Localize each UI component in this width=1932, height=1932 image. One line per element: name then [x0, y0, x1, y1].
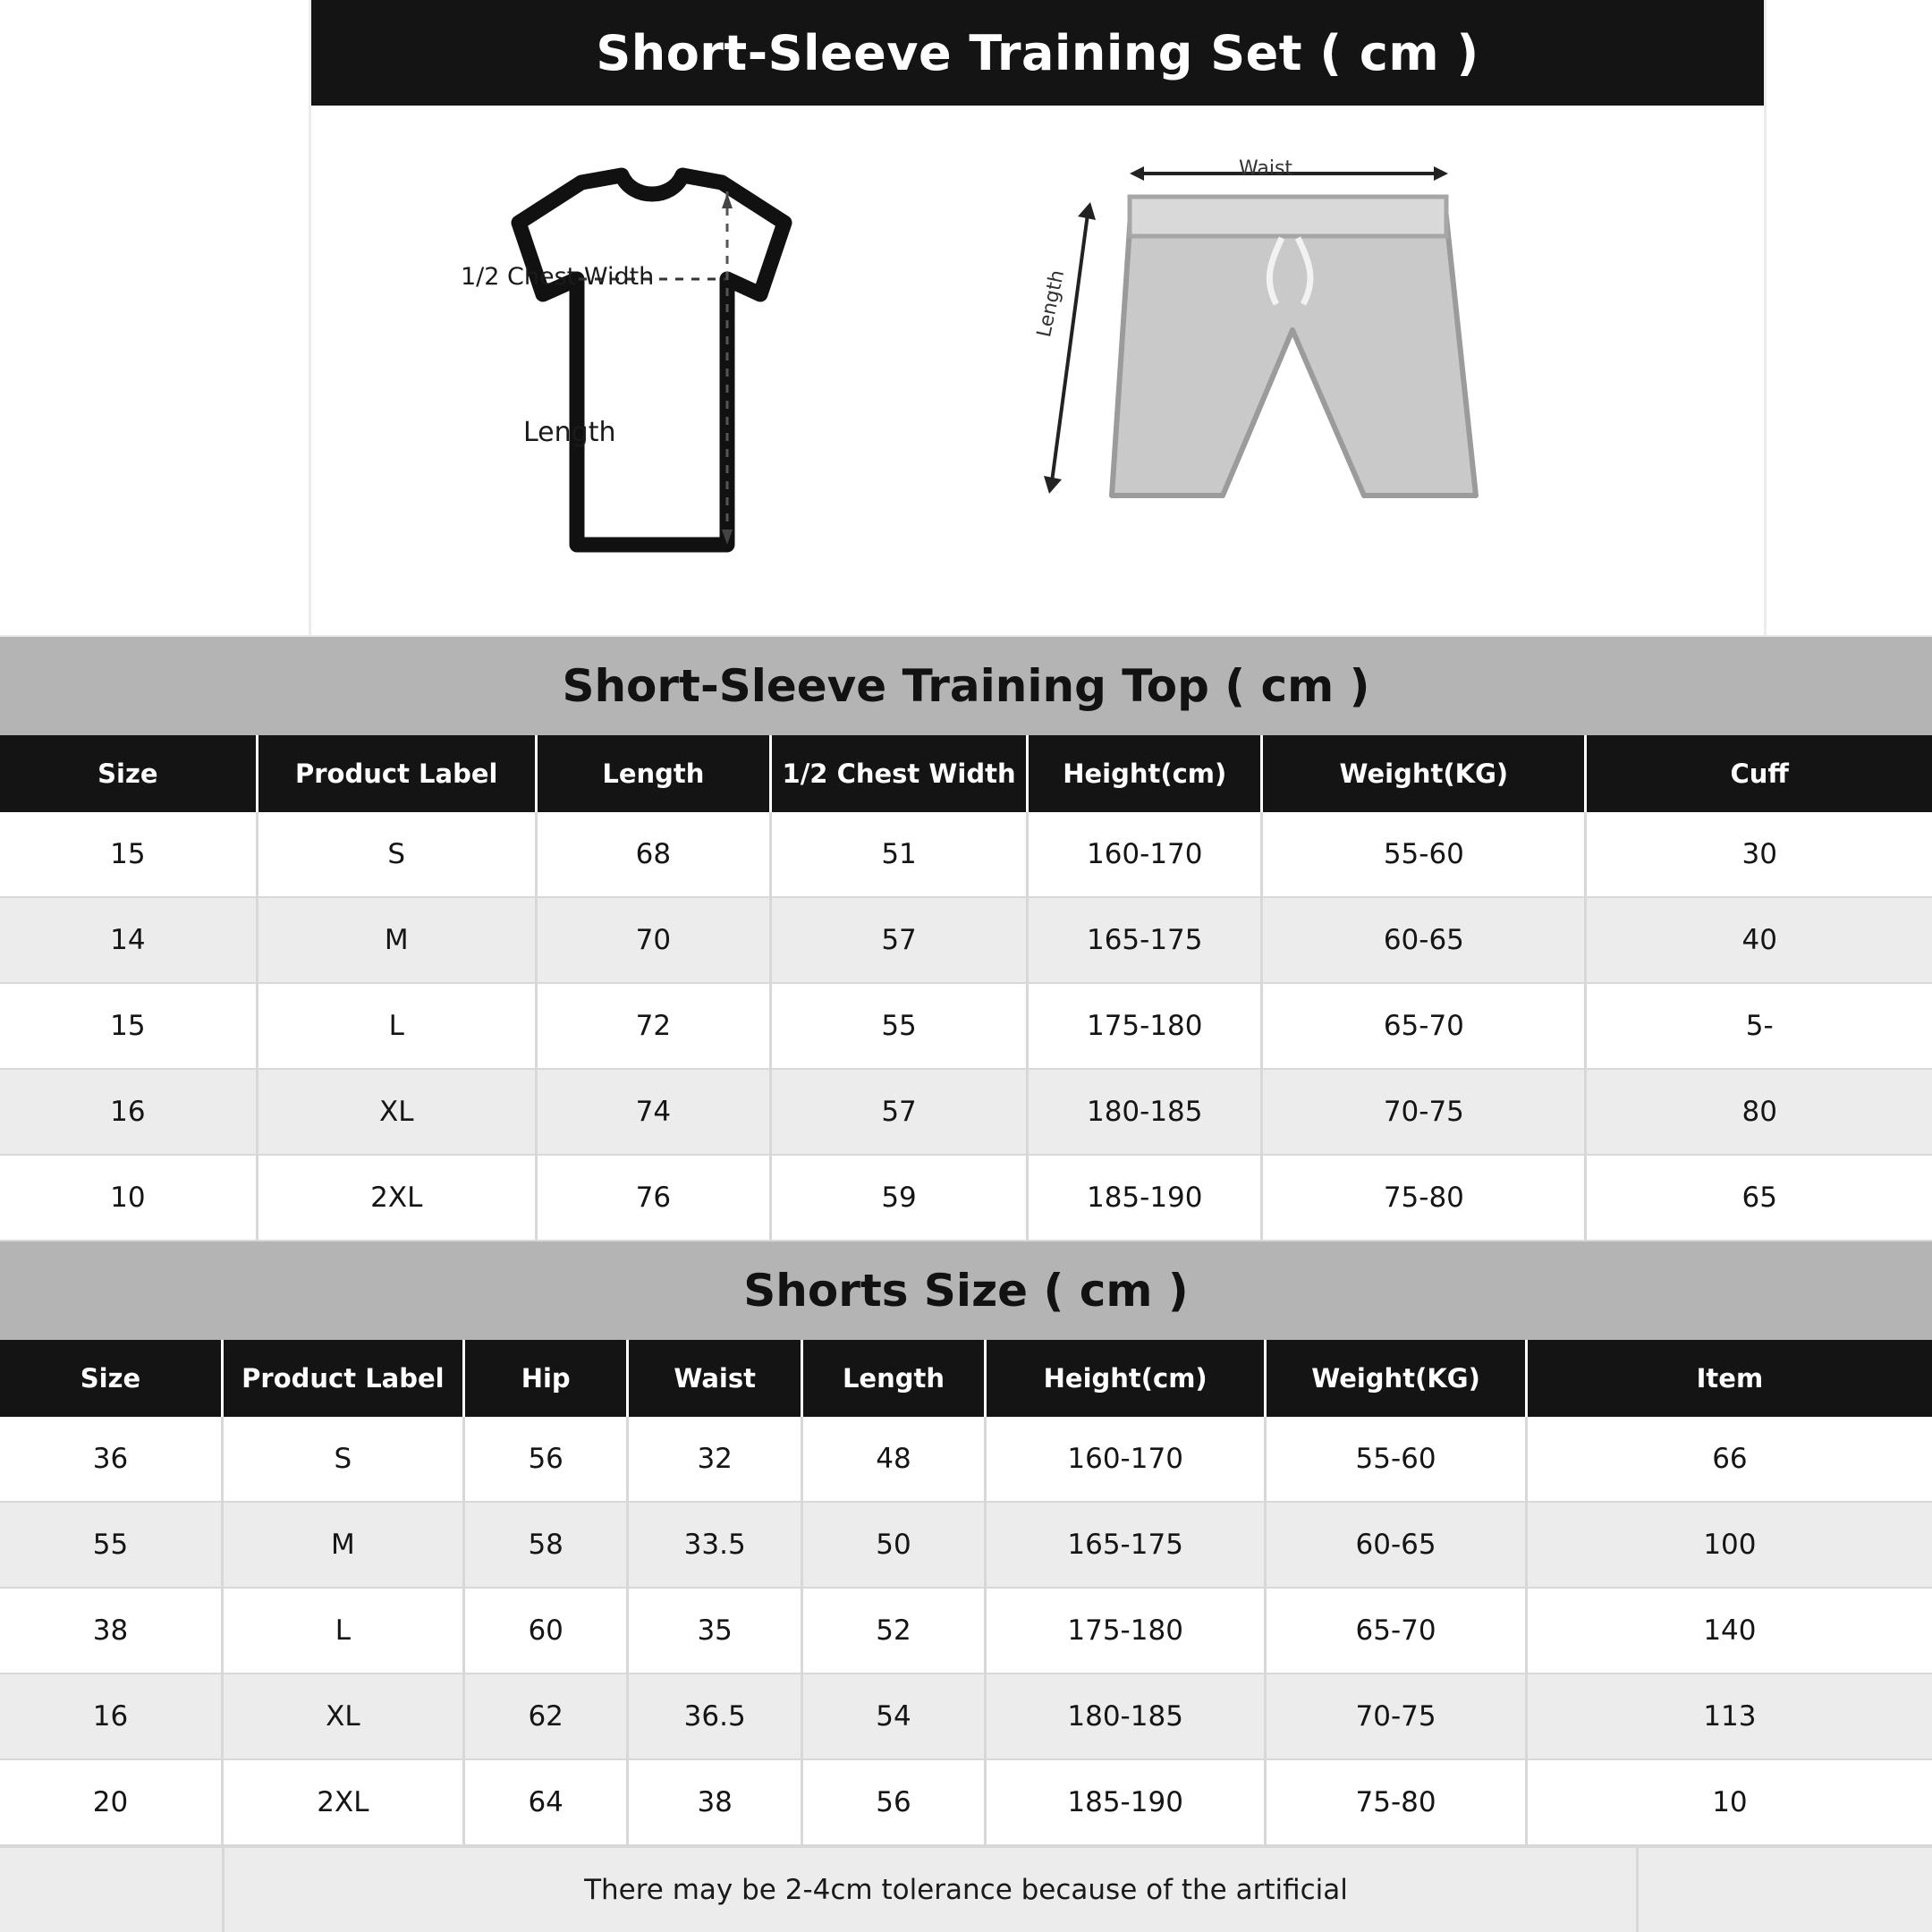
cell-height: 175-180 — [1028, 983, 1262, 1069]
cell-size: 38 — [0, 1588, 222, 1674]
cell-hip: 62 — [463, 1674, 628, 1759]
table-row — [0, 812, 1932, 897]
cell-waist: 32 — [628, 1417, 801, 1502]
cell-size: 16 — [0, 1674, 222, 1759]
shorts-col-weight: Weight(KG) — [1266, 1340, 1527, 1417]
cell-product-label: M — [222, 1502, 463, 1588]
footnote-divider-left — [222, 1848, 225, 1932]
cell-height: 180-185 — [1028, 1069, 1262, 1155]
cell-length: 56 — [801, 1759, 985, 1845]
shorts-col-size: Size — [0, 1340, 222, 1417]
shorts-waist-label: Waist — [1239, 157, 1293, 180]
table-row — [0, 1417, 1932, 1502]
top-section-header — [0, 637, 1932, 735]
cell-length: 74 — [536, 1069, 770, 1155]
cell-weight: 65-70 — [1262, 983, 1586, 1069]
cell-height: 160-170 — [986, 1417, 1266, 1502]
cell-weight: 55-60 — [1266, 1417, 1527, 1502]
shorts-section-header — [0, 1241, 1932, 1340]
table-row — [0, 897, 1932, 983]
shorts-section-title: Shorts Size ( cm ) — [743, 1265, 1189, 1317]
top-col-product-label: Product Label — [257, 735, 536, 812]
tolerance-note-text: There may be 2-4cm tolerance because of the artificial — [584, 1874, 1348, 1906]
cell-height: 175-180 — [986, 1588, 1266, 1674]
shorts-col-item: Item — [1526, 1340, 1932, 1417]
cell-hip: 64 — [463, 1759, 628, 1845]
cell-hip: 56 — [463, 1417, 628, 1502]
cell-chest-width: 59 — [770, 1155, 1027, 1241]
chest-width-label: 1/2 Chest Width — [461, 263, 655, 291]
cell-height: 185-190 — [1028, 1155, 1262, 1241]
cell-product-label: 2XL — [222, 1759, 463, 1845]
cell-chest-width: 57 — [770, 897, 1027, 983]
cell-weight: 75-80 — [1266, 1759, 1527, 1845]
cell-size: 20 — [0, 1759, 222, 1845]
cell-length: 54 — [801, 1674, 985, 1759]
footnote-divider-right — [1636, 1848, 1639, 1932]
shorts-table-header-row — [0, 1340, 1932, 1417]
tshirt-diagram — [353, 138, 908, 603]
cell-chest-width: 57 — [770, 1069, 1027, 1155]
cell-product-label: S — [222, 1417, 463, 1502]
table-row — [0, 1069, 1932, 1155]
page-title: Short-Sleeve Training Set ( cm ) — [596, 24, 1479, 81]
shorts-icon — [1024, 138, 1579, 603]
top-col-height: Height(cm) — [1028, 735, 1262, 812]
tshirt-icon — [353, 138, 908, 603]
cell-size: 15 — [0, 812, 257, 897]
cell-weight: 60-65 — [1266, 1502, 1527, 1588]
cell-chest-width: 51 — [770, 812, 1027, 897]
cell-product-label: 2XL — [257, 1155, 536, 1241]
cell-weight: 70-75 — [1262, 1069, 1586, 1155]
cell-cuff: 40 — [1586, 897, 1932, 983]
cell-product-label: XL — [257, 1069, 536, 1155]
cell-product-label: L — [257, 983, 536, 1069]
cell-waist: 35 — [628, 1588, 801, 1674]
table-row — [0, 1674, 1932, 1759]
cell-cuff: 5- — [1586, 983, 1932, 1069]
cell-weight: 60-65 — [1262, 897, 1586, 983]
cell-size: 14 — [0, 897, 257, 983]
top-length-label: Length — [523, 417, 616, 448]
cell-length: 70 — [536, 897, 770, 983]
cell-length: 76 — [536, 1155, 770, 1241]
cell-cuff: 80 — [1586, 1069, 1932, 1155]
cell-waist: 36.5 — [628, 1674, 801, 1759]
top-col-weight: Weight(KG) — [1262, 735, 1586, 812]
cell-product-label: L — [222, 1588, 463, 1674]
cell-product-label: M — [257, 897, 536, 983]
top-col-chest-width: 1/2 Chest Width — [770, 735, 1027, 812]
cell-hip: 60 — [463, 1588, 628, 1674]
cell-item: 100 — [1526, 1502, 1932, 1588]
cell-length: 68 — [536, 812, 770, 897]
cell-length: 50 — [801, 1502, 985, 1588]
cell-item: 113 — [1526, 1674, 1932, 1759]
shorts-col-height: Height(cm) — [986, 1340, 1266, 1417]
top-col-cuff: Cuff — [1586, 735, 1932, 812]
table-row — [0, 1155, 1932, 1241]
title-bar-band — [309, 0, 1767, 106]
cell-chest-width: 55 — [770, 983, 1027, 1069]
table-row — [0, 983, 1932, 1069]
shorts-col-length: Length — [801, 1340, 985, 1417]
cell-weight: 75-80 — [1262, 1155, 1586, 1241]
top-size-table — [0, 735, 1932, 1241]
cell-hip: 58 — [463, 1502, 628, 1588]
cell-item: 10 — [1526, 1759, 1932, 1845]
cell-length: 72 — [536, 983, 770, 1069]
cell-weight: 70-75 — [1266, 1674, 1527, 1759]
title-bar-right-space — [1767, 0, 1932, 106]
cell-cuff: 30 — [1586, 812, 1932, 897]
cell-size: 55 — [0, 1502, 222, 1588]
tolerance-note — [0, 1846, 1932, 1932]
top-col-size: Size — [0, 735, 257, 812]
cell-size: 16 — [0, 1069, 257, 1155]
top-section-title: Short-Sleeve Training Top ( cm ) — [562, 660, 1370, 712]
cell-weight: 65-70 — [1266, 1588, 1527, 1674]
cell-weight: 55-60 — [1262, 812, 1586, 897]
cell-item: 66 — [1526, 1417, 1932, 1502]
cell-size: 36 — [0, 1417, 222, 1502]
shorts-col-hip: Hip — [463, 1340, 628, 1417]
cell-length: 52 — [801, 1588, 985, 1674]
cell-height: 165-175 — [986, 1502, 1266, 1588]
shorts-col-waist: Waist — [628, 1340, 801, 1417]
table-row — [0, 1759, 1932, 1845]
illustration-band — [0, 106, 1932, 637]
shorts-size-table — [0, 1340, 1932, 1846]
title-bar — [0, 0, 1932, 106]
cell-item: 140 — [1526, 1588, 1932, 1674]
cell-size: 10 — [0, 1155, 257, 1241]
cell-height: 185-190 — [986, 1759, 1266, 1845]
title-bar-left-space — [0, 0, 309, 106]
cell-waist: 33.5 — [628, 1502, 801, 1588]
cell-product-label: XL — [222, 1674, 463, 1759]
shorts-col-product-label: Product Label — [222, 1340, 463, 1417]
top-table-header-row — [0, 735, 1932, 812]
table-row — [0, 1502, 1932, 1588]
shorts-diagram — [1024, 138, 1579, 603]
cell-length: 48 — [801, 1417, 985, 1502]
cell-size: 15 — [0, 983, 257, 1069]
shorts-length-label: Length — [1033, 267, 1070, 340]
cell-height: 160-170 — [1028, 812, 1262, 897]
table-row — [0, 1588, 1932, 1674]
top-col-length: Length — [536, 735, 770, 812]
cell-waist: 38 — [628, 1759, 801, 1845]
cell-cuff: 65 — [1586, 1155, 1932, 1241]
cell-height: 165-175 — [1028, 897, 1262, 983]
cell-height: 180-185 — [986, 1674, 1266, 1759]
cell-product-label: S — [257, 812, 536, 897]
